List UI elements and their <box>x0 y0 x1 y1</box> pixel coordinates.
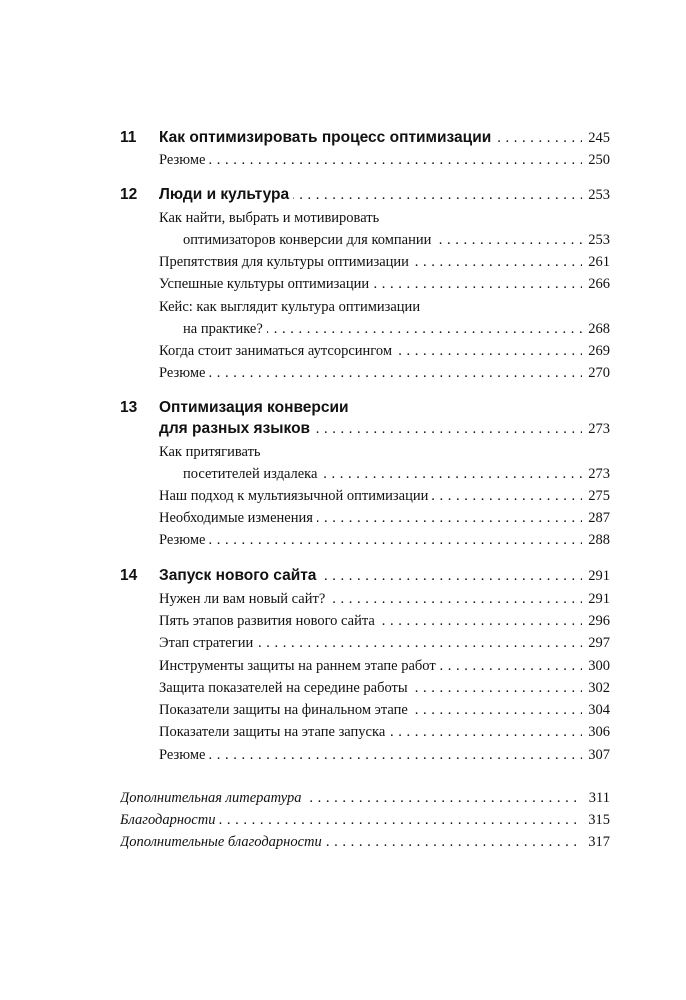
chapter-number: 12 <box>120 186 138 203</box>
page-number: 296 <box>588 613 610 629</box>
toc-entry <box>0 441 686 463</box>
entry-title: Показатели защиты на финальном этапе <box>159 702 412 718</box>
entry-title: Резюме <box>159 532 209 548</box>
entry-title: на практике? <box>183 321 267 337</box>
toc-chapter-13-cont <box>0 418 686 440</box>
entry-title: Наш подход к мультиязычной оптимизации <box>159 488 432 504</box>
toc-entry <box>0 463 686 485</box>
page-number: 311 <box>588 790 610 806</box>
page-number: 273 <box>588 466 610 482</box>
page-number: 307 <box>588 747 610 763</box>
entry-title: Успешные культуры оптимизации <box>159 276 373 292</box>
entry-title: Дополнительные благодарности <box>120 834 326 850</box>
chapter-number: 14 <box>120 567 138 584</box>
entry-title: Благодарности <box>120 812 219 828</box>
page-number: 261 <box>588 254 610 270</box>
toc-entry <box>0 507 686 529</box>
page-number: 275 <box>588 488 610 504</box>
entry-title: Препятствия для культуры оптимизации <box>159 254 413 270</box>
toc-chapter-12 <box>0 184 686 206</box>
toc-entry <box>0 149 686 171</box>
entry-title: Показатели защиты на этапе запуска <box>159 724 389 740</box>
chapter-title: для разных языков <box>159 420 314 437</box>
page-number: 302 <box>588 680 610 696</box>
page-number: 253 <box>588 187 610 203</box>
entry-title: Как притягивать <box>159 444 265 460</box>
toc-entry <box>0 229 686 251</box>
toc-entry <box>0 362 686 384</box>
toc-entry <box>0 610 686 632</box>
page-number: 266 <box>588 276 610 292</box>
toc-entry <box>0 251 686 273</box>
chapter-title: Оптимизация конверсии <box>159 399 353 416</box>
page-number: 317 <box>588 834 610 850</box>
toc-chapter-14 <box>0 565 686 587</box>
page-number: 304 <box>588 702 610 718</box>
toc-backmatter <box>0 787 686 809</box>
entry-title: Необходимые изменения <box>159 510 317 526</box>
entry-title: Этап стратегии <box>159 635 257 651</box>
page-number: 245 <box>588 130 610 146</box>
toc-entry <box>0 273 686 295</box>
toc-entry <box>0 588 686 610</box>
page-number: 300 <box>588 658 610 674</box>
entry-title: Резюме <box>159 747 209 763</box>
page-number: 273 <box>588 421 610 437</box>
toc-entry <box>0 632 686 654</box>
toc-entry <box>0 485 686 507</box>
page-number: 288 <box>588 532 610 548</box>
toc-backmatter <box>0 809 686 831</box>
entry-title: Инструменты защиты на раннем этапе работ <box>159 658 440 674</box>
entry-title: оптимизаторов конверсии для компании <box>183 232 435 248</box>
toc-entry <box>0 655 686 677</box>
page-number: 250 <box>588 152 610 168</box>
chapter-number: 11 <box>120 129 137 146</box>
entry-title: Когда стоит заниматься аутсорсингом <box>159 343 396 359</box>
page-number: 306 <box>588 724 610 740</box>
page-number: 270 <box>588 365 610 381</box>
chapter-title: Запуск нового сайта <box>159 567 320 584</box>
chapter-title: Как оптимизировать процесс оптимизации <box>159 129 495 146</box>
toc-chapter-13 <box>0 397 686 419</box>
entry-title: посетителей издалека <box>183 466 321 482</box>
entry-title: Резюме <box>159 152 209 168</box>
page-number: 315 <box>588 812 610 828</box>
page-number: 268 <box>588 321 610 337</box>
toc-backmatter <box>0 831 686 853</box>
entry-title: Нужен ли вам новый сайт? <box>159 591 329 607</box>
chapter-number: 13 <box>120 399 138 416</box>
toc-entry <box>0 677 686 699</box>
toc-chapter-11 <box>0 127 686 149</box>
toc-entry <box>0 744 686 766</box>
page-number: 269 <box>588 343 610 359</box>
page-number: 291 <box>588 591 610 607</box>
toc-entry <box>0 721 686 743</box>
page-number: 287 <box>588 510 610 526</box>
entry-title: Дополнительная литература <box>120 790 306 806</box>
toc-entry <box>0 340 686 362</box>
entry-title: Пять этапов развития нового сайта <box>159 613 379 629</box>
toc-entry <box>0 318 686 340</box>
page-number: 297 <box>588 635 610 651</box>
toc-entry <box>0 207 686 229</box>
entry-title: Защита показателей на середине работы <box>159 680 412 696</box>
toc-entry <box>0 296 686 318</box>
page-number: 253 <box>588 232 610 248</box>
chapter-title: Люди и культура <box>159 186 293 203</box>
entry-title: Кейс: как выглядит культура оптимизации <box>159 299 424 315</box>
toc-entry <box>0 699 686 721</box>
page-number: 291 <box>588 568 610 584</box>
entry-title: Резюме <box>159 365 209 381</box>
entry-title: Как найти, выбрать и мотивировать <box>159 210 383 226</box>
toc-entry <box>0 529 686 551</box>
